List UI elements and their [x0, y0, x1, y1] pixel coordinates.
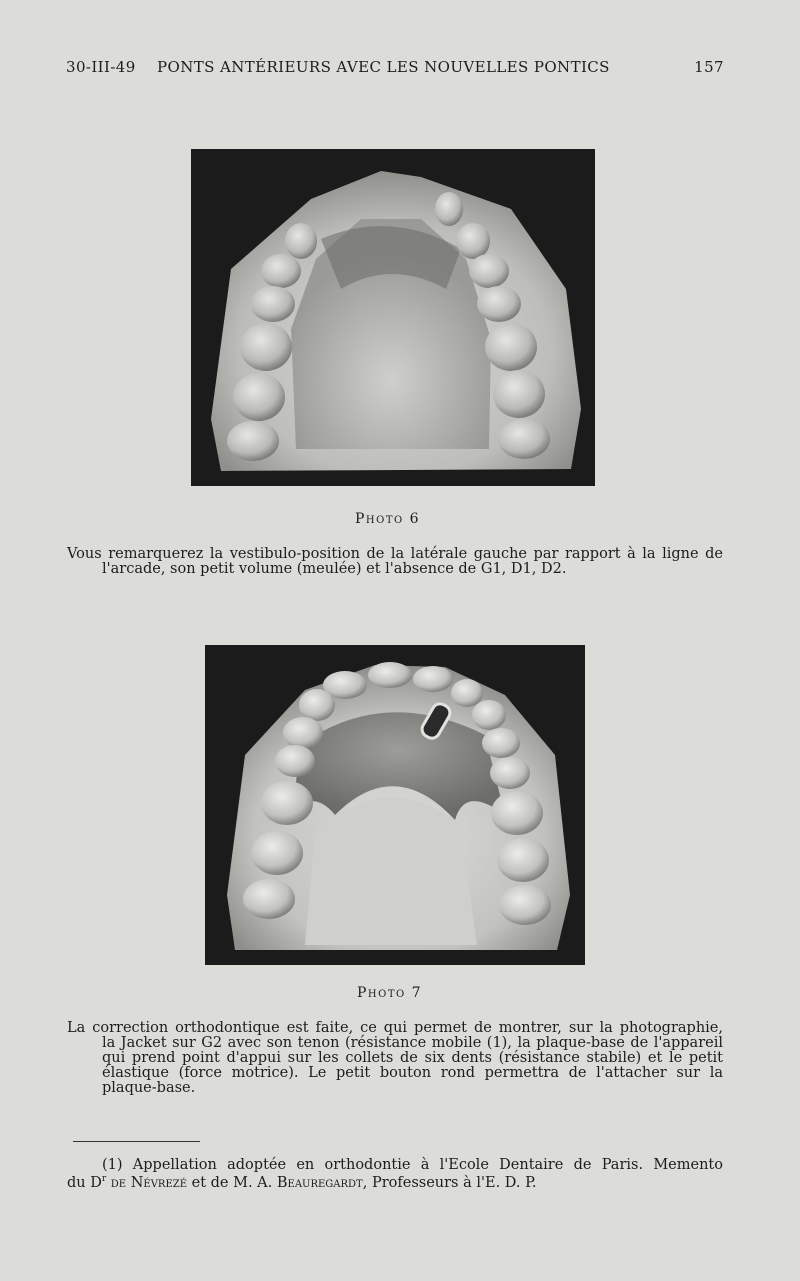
orthodontic-appliance-image — [205, 645, 585, 965]
photo-7-dental-cast — [205, 645, 585, 965]
photo-6-description — [67, 547, 723, 577]
photo-6-dental-cast — [191, 149, 595, 486]
header-title: PONTS ANTÉRIEURS AVEC LES NOUVELLES PONTICS — [157, 58, 610, 76]
header-date: 30-III-49 — [66, 58, 136, 76]
page-number: 157 — [694, 58, 724, 76]
footnote-name-1: de Névrezé — [110, 1174, 187, 1191]
photo-7-caption: Photo 7 — [357, 985, 423, 1001]
footnote-sup: r — [101, 1174, 107, 1184]
upper-arch-cast-image — [191, 149, 595, 486]
text-line: qui prend point d'appui sur les collets de six dents (résistance stabile) et le petit — [102, 1050, 723, 1066]
footnote-suffix: , Professeurs à l'E. D. P. — [362, 1174, 537, 1191]
footnote-prefix: du D — [67, 1174, 102, 1191]
text-line: l'arcade, son petit volume (meulée) et l'absence de G1, D1, D2. — [102, 561, 567, 577]
text-line: Vous remarquerez la vestibulo-position de la latérale gauche par rapport à la ligne de — [67, 546, 723, 562]
footnote-divider — [73, 1141, 200, 1142]
text-line: élastique (force motrice). Le petit bouton rond permettra de l'attacher sur la — [102, 1065, 723, 1081]
footnote-mid: et de M. A. — [187, 1174, 277, 1191]
text-line: La correction orthodontique est faite, ce qui permet de montrer, sur la photographie, — [67, 1020, 723, 1036]
footnote-name-2: Beauregardt — [276, 1174, 363, 1191]
footnote-line-1: (1) Appellation adoptée en orthodontie à l'Ecole Dentaire de Paris. Memento — [102, 1157, 723, 1173]
photo-7-description — [67, 1021, 723, 1096]
text-line: plaque-base. — [102, 1080, 196, 1096]
running-head — [66, 58, 724, 78]
text-line: la Jacket sur G2 avec son tenon (résistance mobile (1), la plaque-base de l'appareil — [102, 1035, 723, 1051]
photo-6-caption: Photo 6 — [355, 511, 421, 527]
footnote-line-2 — [67, 1172, 723, 1190]
footnote — [67, 1158, 723, 1190]
